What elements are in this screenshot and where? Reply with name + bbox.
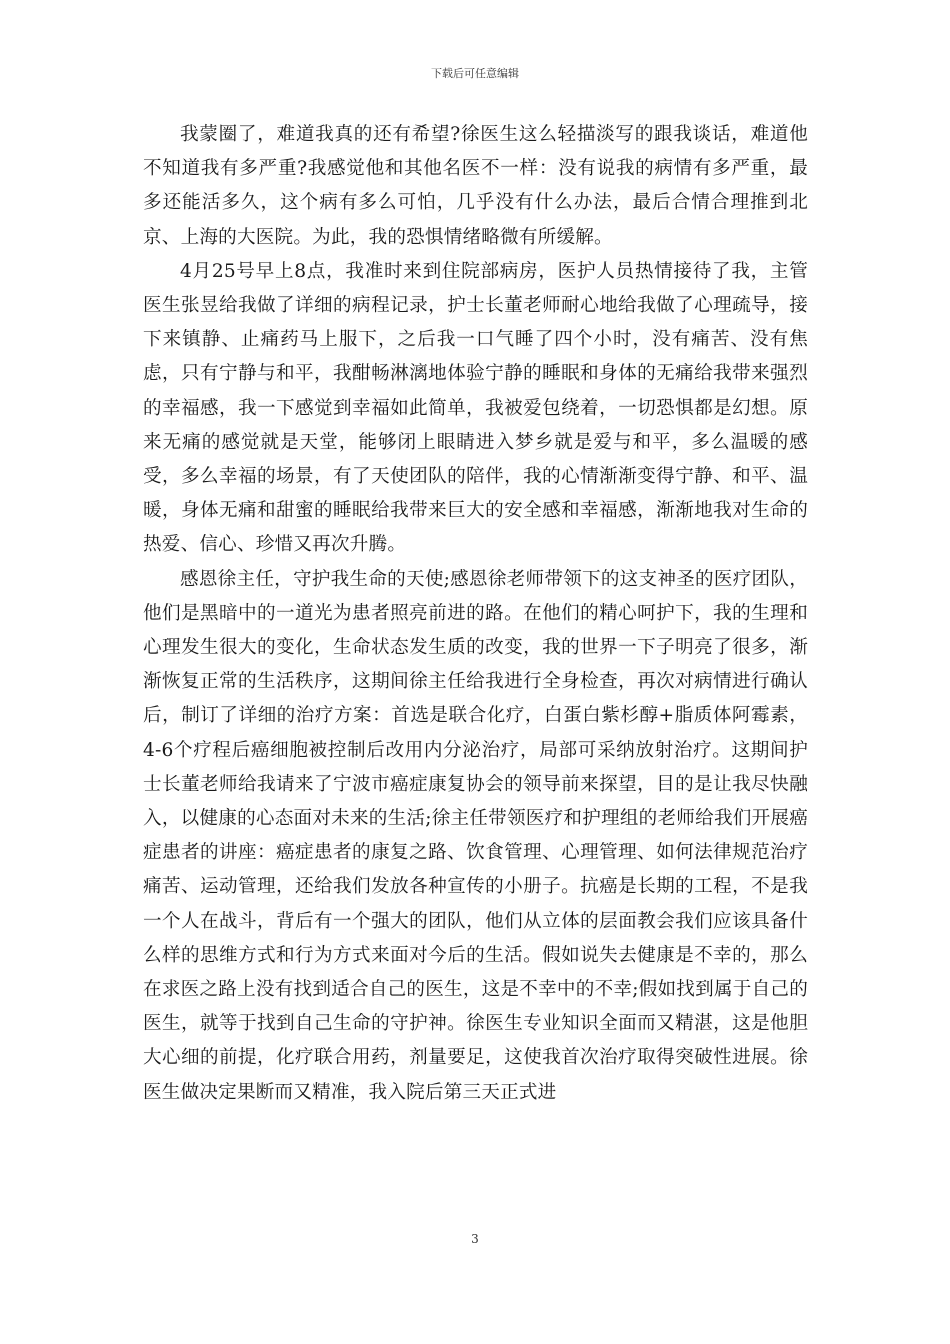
paragraph-3: 感恩徐主任，守护我生命的天使;感恩徐老师带领下的这支神圣的医疗团队，他们是黑暗中的一道光为患者照亮前进的路。在他们的精心呵护下，我的生理和心理发生很大的变化，生命状态发生质的改变，我的世界一下子明亮了很多，渐渐恢复正常的生活秩序，这期间徐主任给我进行全身检查，再次对病情进行确认后，制订了详细的治疗方案：首选是联合化疗，白蛋白紫杉醇+脂质体阿霉素，4-6个疗程后癌细胞被控制后改用内分泌治疗，局部可采纳放射治疗。这期间护士长董老师给我请来了宁波市癌症康复协会的领导前来探望，目的是让我尽快融入，以健康的心态面对未来的生活;徐主任带领医疗和护理组的老师给我们开展癌症患者的讲座：癌症患者的康复之路、饮食管理、心理管理、如何法律规范治疗痛苦、运动管理，还给我们发放各种宣传的小册子。抗癌是长期的工程，不是我一个人在战斗，背后有一个强大的团队，他们从立体的层面教会我们应该具备什么样的思维方式和行为方式来面对今后的生活。假如说失去健康是不幸的，那么在求医之路上没有找到适合自己的医生，这是不幸中的不幸;假如找到属于自己的医生，就等于找到自己生命的守护神。徐医生专业知识全面而又精湛，这是他胆大心细的前提，化疗联合用药，剂量要足，这使我首次治疗取得突破性进展。徐医生做决定果断而又精准，我入院后第三天正式进 [143, 568, 808, 1103]
paragraph-1: 我蒙圈了，难道我真的还有希望?徐医生这么轻描淡写的跟我谈话，难道他不知道我有多严重?我感觉他和其他名医不一样：没有说我的病情有多严重，最多还能活多久，这个病有多么可怕，几乎没有什么办法，最后合情合理推到北京、上海的大医院。为此，我的恐惧情绪略微有所缓解。 [143, 124, 808, 248]
page-header: 下载后可任意编辑 [431, 67, 519, 80]
document-body [143, 118, 808, 1110]
paragraph-2: 4月25号早上8点，我准时来到住院部病房，医护人员热情接待了我，主管医生张昱给我做了详细的病程记录，护士长董老师耐心地给我做了心理疏导，接下来镇静、止痛药马上服下，之后我一口气睡了四个小时，没有痛苦、没有焦虑，只有宁静与和平，我酣畅淋漓地体验宁静的睡眠和身体的无痛给我带来强烈的幸福感，我一下感觉到幸福如此简单，我被爱包绕着，一切恐惧都是幻想。原来无痛的感觉就是天堂，能够闭上眼睛进入梦乡就是爱与和平，多么温暖的感受，多么幸福的场景，有了天使团队的陪伴，我的心情渐渐变得宁静、和平、温暖，身体无痛和甜蜜的睡眠给我带来巨大的安全感和幸福感，渐渐地我对生命的热爱、信心、珍惜又再次升腾。 [143, 260, 808, 556]
page-number: 3 [471, 1232, 479, 1246]
